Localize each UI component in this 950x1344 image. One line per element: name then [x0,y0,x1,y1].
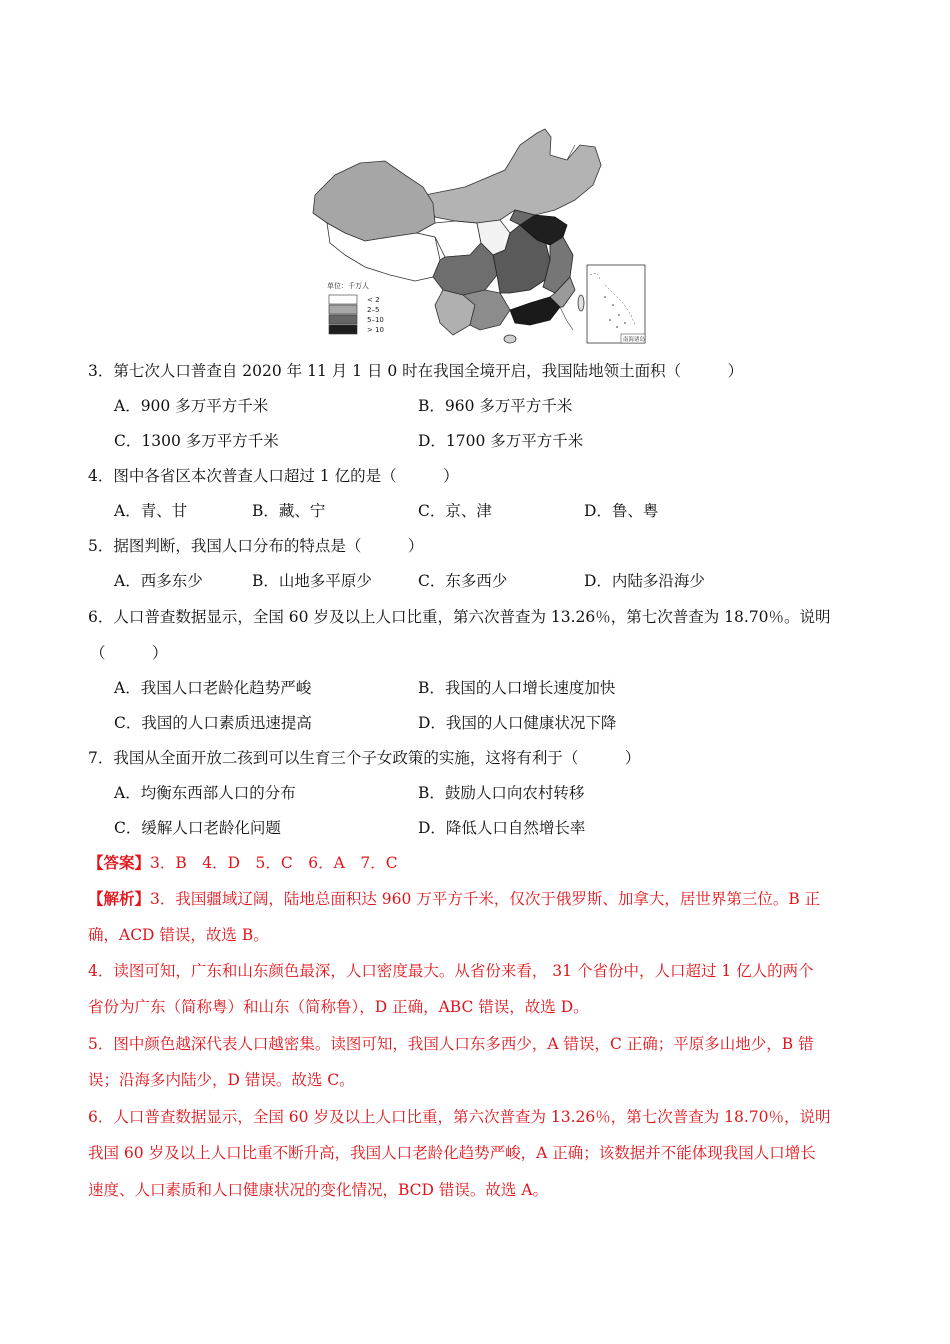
legend-swatch-3 [329,315,357,324]
question-4-option-c: C．京、津 [418,502,492,520]
legend-label-1: < 2 [367,296,380,304]
question-7-option-b: B．鼓励人口向农村转移 [418,784,585,802]
china-population-map [305,125,650,347]
question-4-stem: 4．图中各省区本次普查人口超过 1 亿的是（ ） [88,467,459,485]
question-5-option-d: D．内陆多沿海少 [584,572,705,590]
question-4-option-a: A．青、甘 [114,502,188,520]
legend-swatch-4 [329,325,357,334]
analysis-line-5: 5．图中颜色越深代表人口越密集。读图可知，我国人口东多西少，A 错误，C 正确；平原多山地少，B 错 [88,1035,814,1053]
question-5-option-b: B．山地多平原少 [252,572,372,590]
question-6-option-d: D．我国的人口健康状况下降 [418,714,617,732]
legend-label-2: 2–5 [367,306,380,314]
map-legend [327,281,384,334]
inset-label: 南海诸岛 [623,337,646,343]
region-taiwan [578,295,584,311]
answer-line [88,852,398,874]
question-6-option-a: A．我国人口老龄化趋势严峻 [114,679,312,697]
question-3-option-d: D．1700 多万平方千米 [418,432,584,450]
question-5-stem: 5．据图判断，我国人口分布的特点是（ ） [88,537,424,555]
analysis-line-6: 误；沿海多内陆少，D 错误。故选 C。 [88,1071,355,1089]
question-3-option-c: C．1300 多万平方千米 [114,432,279,450]
question-5-option-c: C．东多西少 [418,572,508,590]
region-guangdong [510,297,560,325]
legend-label-3: 5–10 [367,316,384,324]
question-6-option-b: B．我国的人口增长速度加快 [418,679,616,697]
legend-label-4: > 10 [367,326,384,334]
analysis-line-2: 确，ACD 错误，故选 B。 [88,926,269,944]
legend-swatch-1 [329,295,357,304]
question-3-option-b: B．960 多万平方千米 [418,397,573,415]
answer-label: 【答案】 [88,853,151,872]
answer-text: 3．B 4．D 5．C 6．A 7．C [150,854,398,872]
analysis-line-3: 4．读图可知，广东和山东颜色最深，人口密度最大。从省份来看， 31 个省份中，人口超过 1 亿人的两个 [88,962,814,980]
analysis-text-1: 3．我国疆域辽阔，陆地总面积达 960 万平方千米，仅次于俄罗斯、加拿大，居世界第三位。B 正 [150,890,821,908]
region-north [425,129,601,223]
question-4-option-b: B．藏、宁 [252,502,326,520]
analysis-line-1 [88,888,820,910]
region-hainan [504,335,516,343]
analysis-line-8: 我国 60 岁及以上人口比重不断升高，我国人口老龄化趋势严峻，A 正确；该数据并不能体现我国人口增长 [88,1144,816,1162]
analysis-label: 【解析】 [88,889,151,908]
question-3-option-a: A．900 多万平方千米 [114,397,269,415]
question-4-option-d: D．鲁、粤 [584,502,659,520]
question-7-option-a: A．均衡东西部人口的分布 [114,784,296,802]
question-5-option-a: A．西多东少 [114,572,203,590]
question-6-option-c: C．我国的人口素质迅速提高 [114,714,312,732]
analysis-line-4: 省份为广东（简称粤）和山东（简称鲁），D 正确，ABC 错误，故选 D。 [88,998,589,1016]
legend-title: 单位：千万人 [327,282,369,290]
question-6-stem-cont: （ ） [90,644,168,662]
question-3-stem: 3．第七次人口普查自 2020 年 11 月 1 日 0 时在我国全境开启，我国陆地领土面积（ ） [88,362,744,380]
question-7-stem: 7．我国从全面开放二孩到可以生育三个子女政策的实施，这将有利于（ ） [88,749,641,767]
south-china-sea-inset [587,265,646,343]
analysis-line-7: 6．人口普查数据显示，全国 60 岁及以上人口比重，第六次普查为 13.26％，第七次普查为 18.70％，说明 [88,1108,831,1126]
question-7-option-d: D．降低人口自然增长率 [418,819,586,837]
analysis-line-9: 速度、人口素质和人口健康状况的变化情况，BCD 错误。故选 A。 [88,1181,549,1199]
question-7-option-c: C．缓解人口老龄化问题 [114,819,281,837]
map-svg [305,125,650,347]
question-6-stem: 6．人口普查数据显示，全国 60 岁及以上人口比重，第六次普查为 13.26％，第七次普查为 18.70％。说明 [88,608,831,626]
legend-swatch-2 [329,305,357,314]
